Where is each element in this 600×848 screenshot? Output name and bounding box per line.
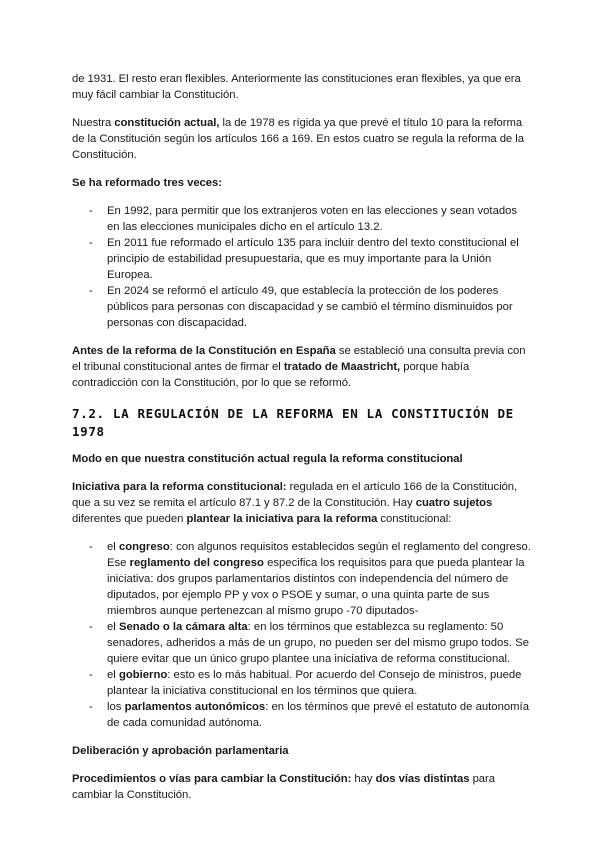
paragraph-constitucion-actual: Nuestra constitución actual, la de 1978 es rígida ya que prevé el título 10 para la reforma de la Constitución según los artículos 166 a 169. En estos cuatro se regula la reforma de la Constitución. bbox=[72, 117, 524, 161]
paragraph-iniciativa: Iniciativa para la reforma constitucional: regulada en el artículo 166 de la Constitución, que a su vez se remita el artículo 87.1 y 87.2 de la Constitución. Hay cuatro sujetos diferentes que pueden plantear la iniciativa para la reforma constitucional: bbox=[72, 481, 518, 525]
paragraph-procedimientos: Procedimientos o vías para cambiar la Constitución: hay dos vías distintas para cambiar la Constitución. bbox=[72, 773, 495, 801]
dash-bullet: - bbox=[89, 237, 93, 249]
reforms-list bbox=[72, 203, 532, 331]
reform-item: - En 1992, para permitir que los extranjeros voten en las elecciones y sean votados en las elecciones municipales dicho en el artículo 13.2. bbox=[89, 205, 518, 233]
reform-item: - En 2011 fue reformado el artículo 135 para incluir dentro del texto constitucional el principio de estabilidad presupuestaria, que es muy importante para la Unión Europea. bbox=[89, 237, 519, 281]
dash-bullet: - bbox=[89, 285, 93, 297]
subject-item-congreso: - el congreso: con algunos requisitos establecidos según el reglamento del congreso. Ese reglamento del congreso especifica los requisitos para que pueda plantear la iniciativa: dos grupos parlamentarios distintos con independencia del número de diputados, por ejemplo PP y vox o PSOE y sumar, o una quinta parte de sus miembros aunque pertenezcan al mismo grupo -70 diputados- bbox=[89, 541, 531, 617]
dash-bullet: - bbox=[89, 669, 93, 681]
dash-bullet: - bbox=[89, 621, 93, 633]
document-page bbox=[72, 71, 532, 803]
paragraph-1931: de 1931. El resto eran flexibles. Anteriormente las constituciones eran flexibles, ya que era muy fácil cambiar la Constitución. bbox=[72, 73, 521, 101]
dash-bullet: - bbox=[89, 541, 93, 553]
subjects-list bbox=[72, 539, 532, 731]
deliberacion-heading: Deliberación y aprobación parlamentaria bbox=[72, 745, 289, 757]
subject-item-senado: - el Senado o la cámara alta: en los términos que establezca su reglamento: 50 senadores, adheridos a más de un grupo, no pueden ser del mismo grupo todos. Se quiere evitar que un único grupo plantee una iniciativa de reforma constitucional. bbox=[89, 621, 530, 665]
reform-item: - En 2024 se reformó el artículo 49, que establecía la protección de los poderes públicos para personas con discapacidad y se cambió el término disminuidos por personas con discapacidad. bbox=[89, 285, 513, 329]
modo-heading: Modo en que nuestra constitución actual regula la reforma constitucional bbox=[72, 453, 463, 465]
dash-bullet: - bbox=[89, 205, 93, 217]
dash-bullet: - bbox=[89, 701, 93, 713]
section-title: 7.2. LA REGULACIÓN DE LA REFORMA EN LA CONSTITUCIÓN DE 1978 bbox=[72, 406, 514, 439]
subject-item-gobierno: - el gobierno: esto es lo más habitual. Por acuerdo del Consejo de ministros, puede plantear la iniciativa constitucional en los términos que quiera. bbox=[89, 669, 522, 697]
subject-item-parlamentos: - los parlamentos autonómicos: en los términos que prevé el estatuto de autonomía de cada comunidad autónoma. bbox=[89, 701, 529, 729]
paragraph-maastricht: Antes de la reforma de la Constitución en España se estableció una consulta previa con el tribunal constitucional antes de firmar el tratado de Maastricht, porque había contradicción con la Constitución, por lo que se reformó. bbox=[72, 345, 526, 389]
reformed-heading: Se ha reformado tres veces: bbox=[72, 177, 222, 189]
